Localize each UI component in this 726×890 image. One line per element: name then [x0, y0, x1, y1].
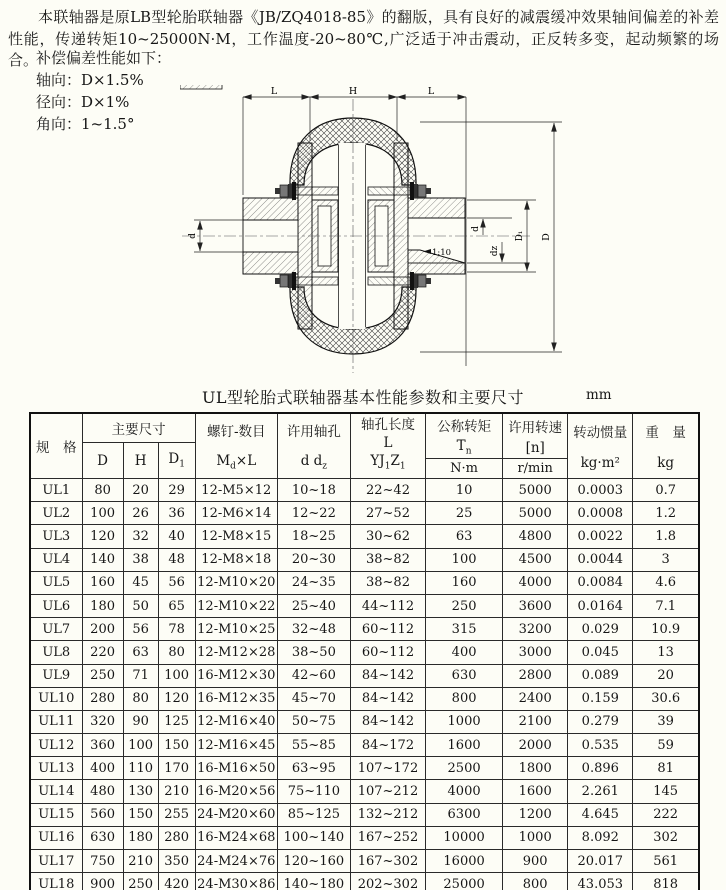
table-cell: 5000 — [503, 502, 568, 525]
table-cell: 25 — [426, 502, 503, 525]
table-cell: 13 — [633, 641, 699, 664]
table-cell: 0.279 — [568, 710, 633, 733]
table-cell: 315 — [426, 618, 503, 641]
table-cell: 10.9 — [633, 618, 699, 641]
table-cell: 26 — [123, 502, 158, 525]
table-cell: 16-M16×50 — [195, 757, 277, 780]
table-cell: UL7 — [30, 618, 82, 641]
table-row — [30, 687, 699, 710]
table-cell: 900 — [82, 873, 123, 890]
table-cell: UL2 — [30, 502, 82, 525]
table-cell: 38~50 — [277, 641, 350, 664]
table-cell: 84~142 — [350, 687, 425, 710]
table-row — [30, 502, 699, 525]
table-title-row — [0, 385, 726, 405]
table-cell: 59 — [633, 734, 699, 757]
table-cell: 27~52 — [350, 502, 425, 525]
table-cell: 1600 — [503, 780, 568, 803]
table-cell: 4800 — [503, 525, 568, 548]
table-cell: 10~18 — [277, 479, 350, 502]
table-row — [30, 757, 699, 780]
table-cell: 32 — [123, 525, 158, 548]
table-cell: 12-M10×25 — [195, 618, 277, 641]
table-cell: 45~70 — [277, 687, 350, 710]
header-col-H: H — [123, 443, 158, 479]
table-cell: 320 — [82, 710, 123, 733]
table-cell: 48 — [158, 548, 195, 571]
table-cell: 170 — [158, 757, 195, 780]
table-cell: 81 — [633, 757, 699, 780]
table-cell: 1000 — [503, 826, 568, 849]
table-cell: 250 — [82, 664, 123, 687]
table-cell: 16-M12×35 — [195, 687, 277, 710]
table-row — [30, 479, 699, 502]
table-title: UL型轮胎式联轴器基本性能参数和主要尺寸 — [201, 388, 525, 407]
table-cell: UL11 — [30, 710, 82, 733]
table-cell: 60~112 — [350, 618, 425, 641]
table-cell: 250 — [426, 594, 503, 617]
table-cell: 1800 — [503, 757, 568, 780]
table-cell: 280 — [82, 687, 123, 710]
table-cell: UL18 — [30, 873, 82, 890]
table-cell: 20 — [633, 664, 699, 687]
table-cell: 1000 — [426, 710, 503, 733]
table-cell: 20 — [123, 479, 158, 502]
table-cell: 39 — [633, 710, 699, 733]
table-cell: 84~172 — [350, 734, 425, 757]
dim-label-D1: D₁ — [515, 230, 525, 242]
table-cell: 50~75 — [277, 710, 350, 733]
table-cell: 145 — [633, 780, 699, 803]
table-cell: 45 — [123, 571, 158, 594]
header-col-D: D — [82, 443, 123, 479]
table-cell: 150 — [123, 803, 158, 826]
table-cell: 32~48 — [277, 618, 350, 641]
table-cell: 12-M8×15 — [195, 525, 277, 548]
table-cell: 0.0164 — [568, 594, 633, 617]
table-cell: UL5 — [30, 571, 82, 594]
header-screws: 螺钉-数目 $M_d\times L$ — [195, 413, 277, 479]
table-cell: 84~142 — [350, 710, 425, 733]
table-cell: 100 — [158, 664, 195, 687]
angular-deviation-line: 角向：1~1.5° — [36, 115, 135, 133]
table-cell: UL12 — [30, 734, 82, 757]
header-col-D1: $D_1$ — [158, 443, 195, 479]
table-row — [30, 873, 699, 890]
table-cell: 1.8 — [633, 525, 699, 548]
intro-paragraph: 本联轴器是原LB型轮胎联轴器《JB/ZQ4018-85》的翻版，具有良好的减震缓冲效果轴间偏差的补差性能，传递转矩10~25000N·M，工作温度-20~80℃,广泛适于冲击震动，正反转多变，起动频繁的场合。 — [8, 8, 719, 69]
table-cell: 160 — [426, 571, 503, 594]
table-cell: UL9 — [30, 664, 82, 687]
table-cell: 12-M16×45 — [195, 734, 277, 757]
table-cell: 16-M20×56 — [195, 780, 277, 803]
table-cell: 2.261 — [568, 780, 633, 803]
table-cell: 0.089 — [568, 664, 633, 687]
table-cell: 200 — [82, 618, 123, 641]
table-cell: 29 — [158, 479, 195, 502]
header-allowable-speed: 许用转速 [n] — [503, 413, 568, 459]
table-cell: 167~252 — [350, 826, 425, 849]
table-cell: 4.645 — [568, 803, 633, 826]
table-cell: 12-M8×18 — [195, 548, 277, 571]
table-cell: 0.0022 — [568, 525, 633, 548]
table-cell: 630 — [82, 826, 123, 849]
axial-deviation-line: 轴向：D×1.5% — [36, 71, 144, 89]
table-cell: 80 — [158, 641, 195, 664]
table-cell: 55~85 — [277, 734, 350, 757]
table-row — [30, 850, 699, 873]
table-cell: 180 — [82, 594, 123, 617]
dim-label-L-right: L — [427, 86, 435, 97]
table-row — [30, 548, 699, 571]
table-cell: 24-M24×76 — [195, 850, 277, 873]
table-cell: 110 — [123, 757, 158, 780]
table-cell: 350 — [158, 850, 195, 873]
table-cell: UL15 — [30, 803, 82, 826]
table-row — [30, 734, 699, 757]
table-cell: 16-M24×68 — [195, 826, 277, 849]
table-cell: 180 — [123, 826, 158, 849]
table-cell: 220 — [82, 641, 123, 664]
table-cell: 75~110 — [277, 780, 350, 803]
table-cell: 50 — [123, 594, 158, 617]
table-cell: 125 — [158, 710, 195, 733]
table-cell: 0.045 — [568, 641, 633, 664]
table-row — [30, 710, 699, 733]
table-cell: 140 — [82, 548, 123, 571]
table-cell: 250 — [123, 873, 158, 890]
header-bore-length: 轴孔长度 L $YJ_1Z_1$ — [350, 413, 425, 479]
table-cell: UL16 — [30, 826, 82, 849]
table-cell: 100 — [82, 502, 123, 525]
table-cell: 40 — [158, 525, 195, 548]
table-cell: 84~142 — [350, 664, 425, 687]
table-cell: 400 — [82, 757, 123, 780]
table-cell: 900 — [503, 850, 568, 873]
table-cell: 24~35 — [277, 571, 350, 594]
table-row — [30, 641, 699, 664]
table-cell: 0.0008 — [568, 502, 633, 525]
dim-label-L-left: L — [270, 86, 278, 97]
table-cell: 3200 — [503, 618, 568, 641]
table-cell: 65 — [158, 594, 195, 617]
table-cell: 63~95 — [277, 757, 350, 780]
table-cell: 24-M30×86 — [195, 873, 277, 890]
table-cell: 0.7 — [633, 479, 699, 502]
table-cell: 400 — [426, 641, 503, 664]
table-cell: 818 — [633, 873, 699, 890]
table-cell: 1.2 — [633, 502, 699, 525]
table-cell: 36 — [158, 502, 195, 525]
table-row — [30, 780, 699, 803]
table-cell: 107~212 — [350, 780, 425, 803]
coupling-parameter-table — [29, 412, 700, 890]
table-row — [30, 664, 699, 687]
table-cell: 0.0044 — [568, 548, 633, 571]
radial-deviation-line: 径向：D×1% — [36, 93, 130, 111]
table-cell: 18~25 — [277, 525, 350, 548]
table-cell: 0.159 — [568, 687, 633, 710]
table-cell: 80 — [123, 687, 158, 710]
table-cell: 8.092 — [568, 826, 633, 849]
table-cell: 100 — [426, 548, 503, 571]
table-cell: 63 — [426, 525, 503, 548]
table-cell: 630 — [426, 664, 503, 687]
table-cell: 78 — [158, 618, 195, 641]
table-cell: 80 — [82, 479, 123, 502]
table-cell: 24-M20×60 — [195, 803, 277, 826]
dim-label-d-right: d — [471, 226, 481, 232]
table-cell: 280 — [158, 826, 195, 849]
coupling-section-drawing — [180, 85, 610, 385]
table-cell: 302 — [633, 826, 699, 849]
table-cell: 25000 — [426, 873, 503, 890]
table-cell: 120 — [82, 525, 123, 548]
table-cell: 20.017 — [568, 850, 633, 873]
table-cell: 0.0084 — [568, 571, 633, 594]
header-weight: 重 量 kg — [633, 413, 699, 479]
table-cell: 43.053 — [568, 873, 633, 890]
table-cell: 7.1 — [633, 594, 699, 617]
table-row — [30, 571, 699, 594]
header-main-dims: 主要尺寸 — [82, 413, 195, 443]
table-cell: 210 — [158, 780, 195, 803]
table-cell: 100~140 — [277, 826, 350, 849]
table-cell: 560 — [82, 803, 123, 826]
table-cell: UL17 — [30, 850, 82, 873]
table-cell: 4000 — [426, 780, 503, 803]
table-cell: 2500 — [426, 757, 503, 780]
table-cell: 56 — [123, 618, 158, 641]
dim-label-dz: dz — [490, 245, 500, 257]
table-cell: 60~112 — [350, 641, 425, 664]
table-cell: 150 — [158, 734, 195, 757]
table-cell: 10 — [426, 479, 503, 502]
table-cell: 6300 — [426, 803, 503, 826]
table-cell: 56 — [158, 571, 195, 594]
table-cell: 360 — [82, 734, 123, 757]
table-row — [30, 594, 699, 617]
table-cell: 160 — [82, 571, 123, 594]
table-cell: 3 — [633, 548, 699, 571]
table-cell: 38~82 — [350, 571, 425, 594]
table-cell: 1600 — [426, 734, 503, 757]
table-cell: 10000 — [426, 826, 503, 849]
table-cell: UL3 — [30, 525, 82, 548]
table-cell: 132~212 — [350, 803, 425, 826]
table-cell: 210 — [123, 850, 158, 873]
table-row — [30, 525, 699, 548]
table-cell: 0.896 — [568, 757, 633, 780]
table-cell: 4500 — [503, 548, 568, 571]
table-cell: 0.535 — [568, 734, 633, 757]
table-cell: UL4 — [30, 548, 82, 571]
table-cell: 3600 — [503, 594, 568, 617]
table-cell: 107~172 — [350, 757, 425, 780]
table-cell: 561 — [633, 850, 699, 873]
table-cell: 38 — [123, 548, 158, 571]
bolt — [180, 85, 222, 94]
table-body — [30, 479, 699, 890]
table-cell: 12-M12×28 — [195, 641, 277, 664]
dim-label-D: D — [541, 233, 552, 241]
table-cell: 4000 — [503, 571, 568, 594]
table-cell: 20~30 — [277, 548, 350, 571]
table-cell: 12-M16×40 — [195, 710, 277, 733]
table-cell: 120~160 — [277, 850, 350, 873]
table-cell: 85~125 — [277, 803, 350, 826]
header-spec: 规 格 — [30, 413, 82, 479]
table-cell: 120 — [158, 687, 195, 710]
table-cell: 2100 — [503, 710, 568, 733]
table-cell: 12-M5×12 — [195, 479, 277, 502]
table-cell: 38~82 — [350, 548, 425, 571]
header-speed-unit: r/min — [503, 459, 568, 479]
table-cell: 202~302 — [350, 873, 425, 890]
table-row — [30, 826, 699, 849]
table-cell: 63 — [123, 641, 158, 664]
table-cell: 800 — [503, 873, 568, 890]
table-unit: mm — [586, 387, 612, 403]
table-cell: UL1 — [30, 479, 82, 502]
table-cell: 5000 — [503, 479, 568, 502]
table-cell: 130 — [123, 780, 158, 803]
table-cell: 42~60 — [277, 664, 350, 687]
table-cell: 44~112 — [350, 594, 425, 617]
table-cell: 0.0003 — [568, 479, 633, 502]
table-cell: 750 — [82, 850, 123, 873]
table-cell: 12-M10×22 — [195, 594, 277, 617]
table-cell: 2000 — [503, 734, 568, 757]
table-cell: 420 — [158, 873, 195, 890]
taper-label: 1:10 — [432, 248, 452, 258]
table-cell: 4.6 — [633, 571, 699, 594]
table-cell: 222 — [633, 803, 699, 826]
table-cell: 22~42 — [350, 479, 425, 502]
table-cell: 16-M12×30 — [195, 664, 277, 687]
table-cell: 3000 — [503, 641, 568, 664]
dim-label-H: H — [348, 86, 358, 97]
table-cell: 25~40 — [277, 594, 350, 617]
table-cell: UL6 — [30, 594, 82, 617]
table-cell: 12-M6×14 — [195, 502, 277, 525]
table-cell: 71 — [123, 664, 158, 687]
table-cell: 30.6 — [633, 687, 699, 710]
table-cell: 255 — [158, 803, 195, 826]
header-inertia: 转动惯量 kg·m² — [568, 413, 633, 479]
table-row — [30, 803, 699, 826]
table-cell: 480 — [82, 780, 123, 803]
table-cell: 2400 — [503, 687, 568, 710]
dim-label-d-left: d — [188, 233, 198, 239]
table-cell: 2800 — [503, 664, 568, 687]
table-cell: UL13 — [30, 757, 82, 780]
table-row — [30, 618, 699, 641]
table-cell: 0.029 — [568, 618, 633, 641]
table-cell: 800 — [426, 687, 503, 710]
table-cell: UL14 — [30, 780, 82, 803]
table-cell: UL8 — [30, 641, 82, 664]
table-cell: 12-M10×20 — [195, 571, 277, 594]
header-allowable-bore: 许用轴孔 d $d_z$ — [277, 413, 350, 479]
table-cell: 140~180 — [277, 873, 350, 890]
performance-intro-line: 补偿偏差性能如下： — [36, 49, 172, 67]
table-cell: 167~302 — [350, 850, 425, 873]
table-cell: 100 — [123, 734, 158, 757]
table-cell: 12~22 — [277, 502, 350, 525]
table-cell: 30~62 — [350, 525, 425, 548]
table-cell: 16000 — [426, 850, 503, 873]
header-torque-unit: N·m — [426, 459, 503, 479]
table-cell: 90 — [123, 710, 158, 733]
table-cell: 1200 — [503, 803, 568, 826]
header-nominal-torque: 公称转矩 $T_n$ — [426, 413, 503, 459]
table-cell: UL10 — [30, 687, 82, 710]
